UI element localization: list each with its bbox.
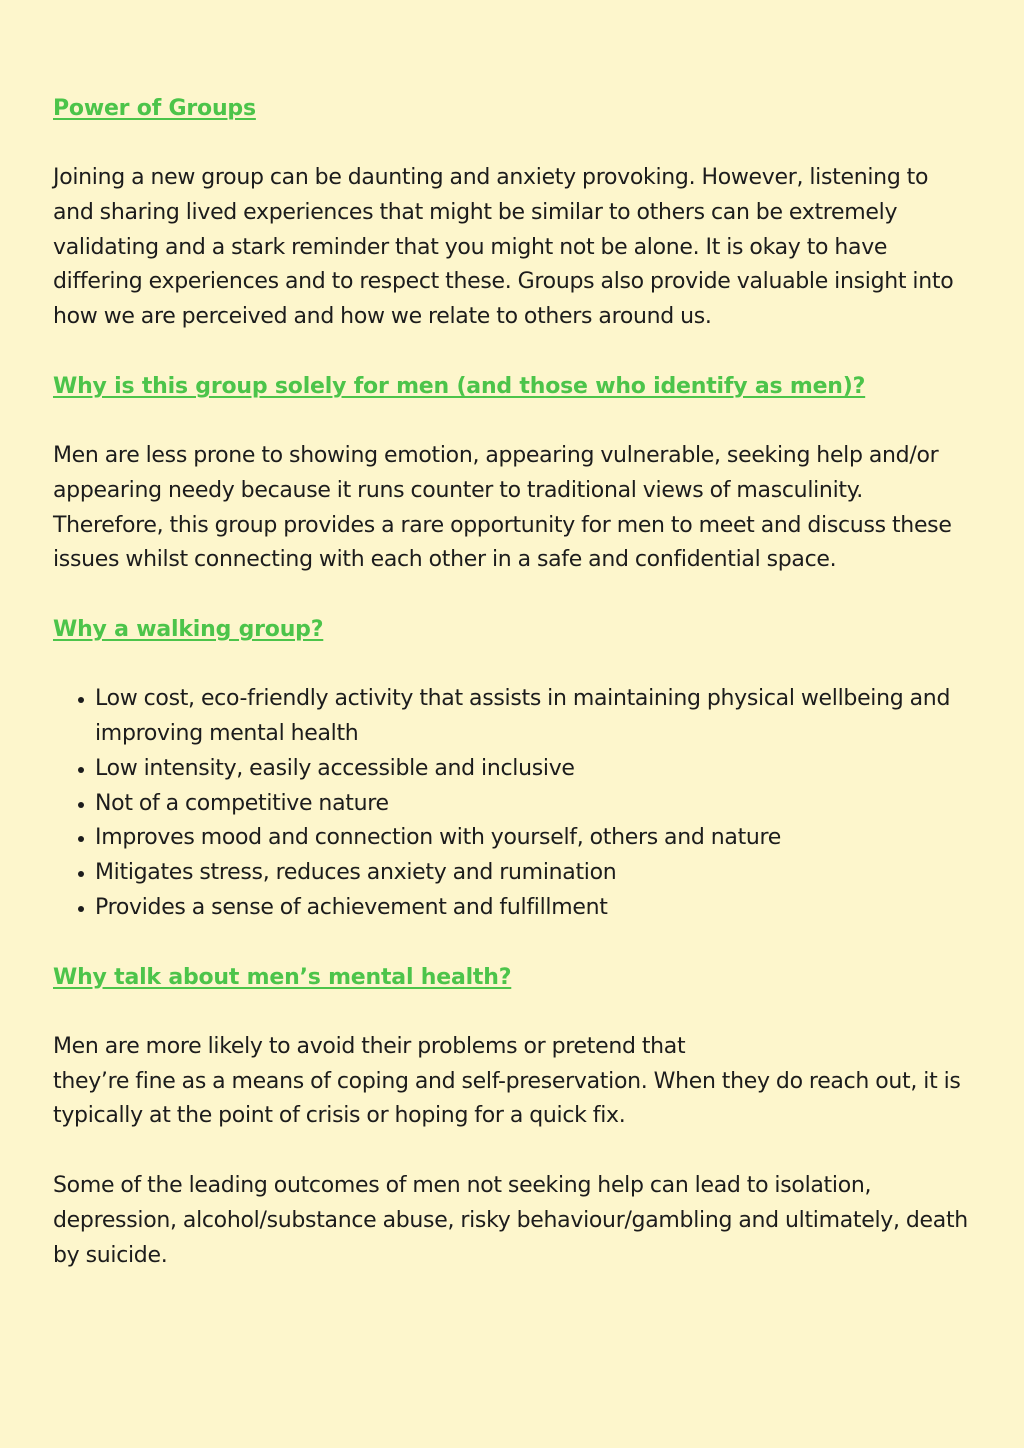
list-item-text: Not of a competitive nature xyxy=(95,790,389,816)
spacer xyxy=(53,335,974,370)
list-item-text: Mitigates stress, reduces anxiety and rumination xyxy=(95,860,617,886)
heading-why-men-only: Why is this group solely for men (and those who identify as men)? xyxy=(53,373,866,399)
spacer xyxy=(53,926,974,961)
spacer xyxy=(53,404,974,439)
bullet-dot-icon xyxy=(78,767,84,773)
list-item-text: Low cost, eco-friendly activity that assists in maintaining physical wellbeing and improving mental health xyxy=(95,686,951,746)
spacer xyxy=(53,1134,974,1169)
bullet-dot-icon xyxy=(78,871,84,877)
heading-power-of-groups: Power of Groups xyxy=(53,96,256,121)
spacer xyxy=(53,995,974,1030)
bullet-dot-icon xyxy=(78,802,84,808)
paragraph-mental-health-avoidance: Men are more likely to avoid their problems or pretend that they’re fine as a means of coping and self-preservation. When they do reach out, it is typically at the point of crisis or hoping for a quick fix. xyxy=(53,1033,961,1129)
list-item xyxy=(53,856,974,891)
walking-benefits-list xyxy=(53,682,974,926)
list-item xyxy=(53,787,974,822)
list-item-text: Low intensity, easily accessible and inclusive xyxy=(95,755,575,781)
spacer xyxy=(53,126,974,161)
list-item-text: Provides a sense of achievement and fulfillment xyxy=(95,894,608,920)
bullet-dot-icon xyxy=(78,836,84,842)
paragraph-why-men-only: Men are less prone to showing emotion, appearing vulnerable, seeking help and/or appearing needy because it runs counter to traditional views of masculinity. Therefore, this group provides a rare opportunity for men to meet and discuss these issues whilst connecting with each other in a safe and confidential space. xyxy=(53,442,952,573)
list-item xyxy=(53,821,974,856)
bullet-dot-icon xyxy=(78,906,84,912)
paragraph-mental-health-outcomes: Some of the leading outcomes of men not seeking help can lead to isolation, depression, alcohol/substance abuse, risky behaviour/gambling and ultimately, death by suicide. xyxy=(53,1173,968,1268)
list-item xyxy=(53,682,974,752)
paragraph-power-of-groups: Joining a new group can be daunting and anxiety provoking. However, listening to and sharing lived experiences that might be similar to others can be extremely validating and a stark reminder that you might not be alone. It is okay to have differing experiences and to respect these. Groups also provide valuable insight into how we are perceived and how we relate to others around us. xyxy=(53,165,954,330)
heading-why-talk-mental-health: Why talk about men’s mental health? xyxy=(53,964,512,990)
bullet-dot-icon xyxy=(78,697,84,703)
list-item xyxy=(53,891,974,926)
heading-why-walking-group: Why a walking group? xyxy=(53,617,324,643)
list-item-text: Improves mood and connection with yourself, others and nature xyxy=(95,825,782,851)
spacer xyxy=(53,578,974,613)
list-item xyxy=(53,752,974,787)
spacer xyxy=(53,647,974,682)
